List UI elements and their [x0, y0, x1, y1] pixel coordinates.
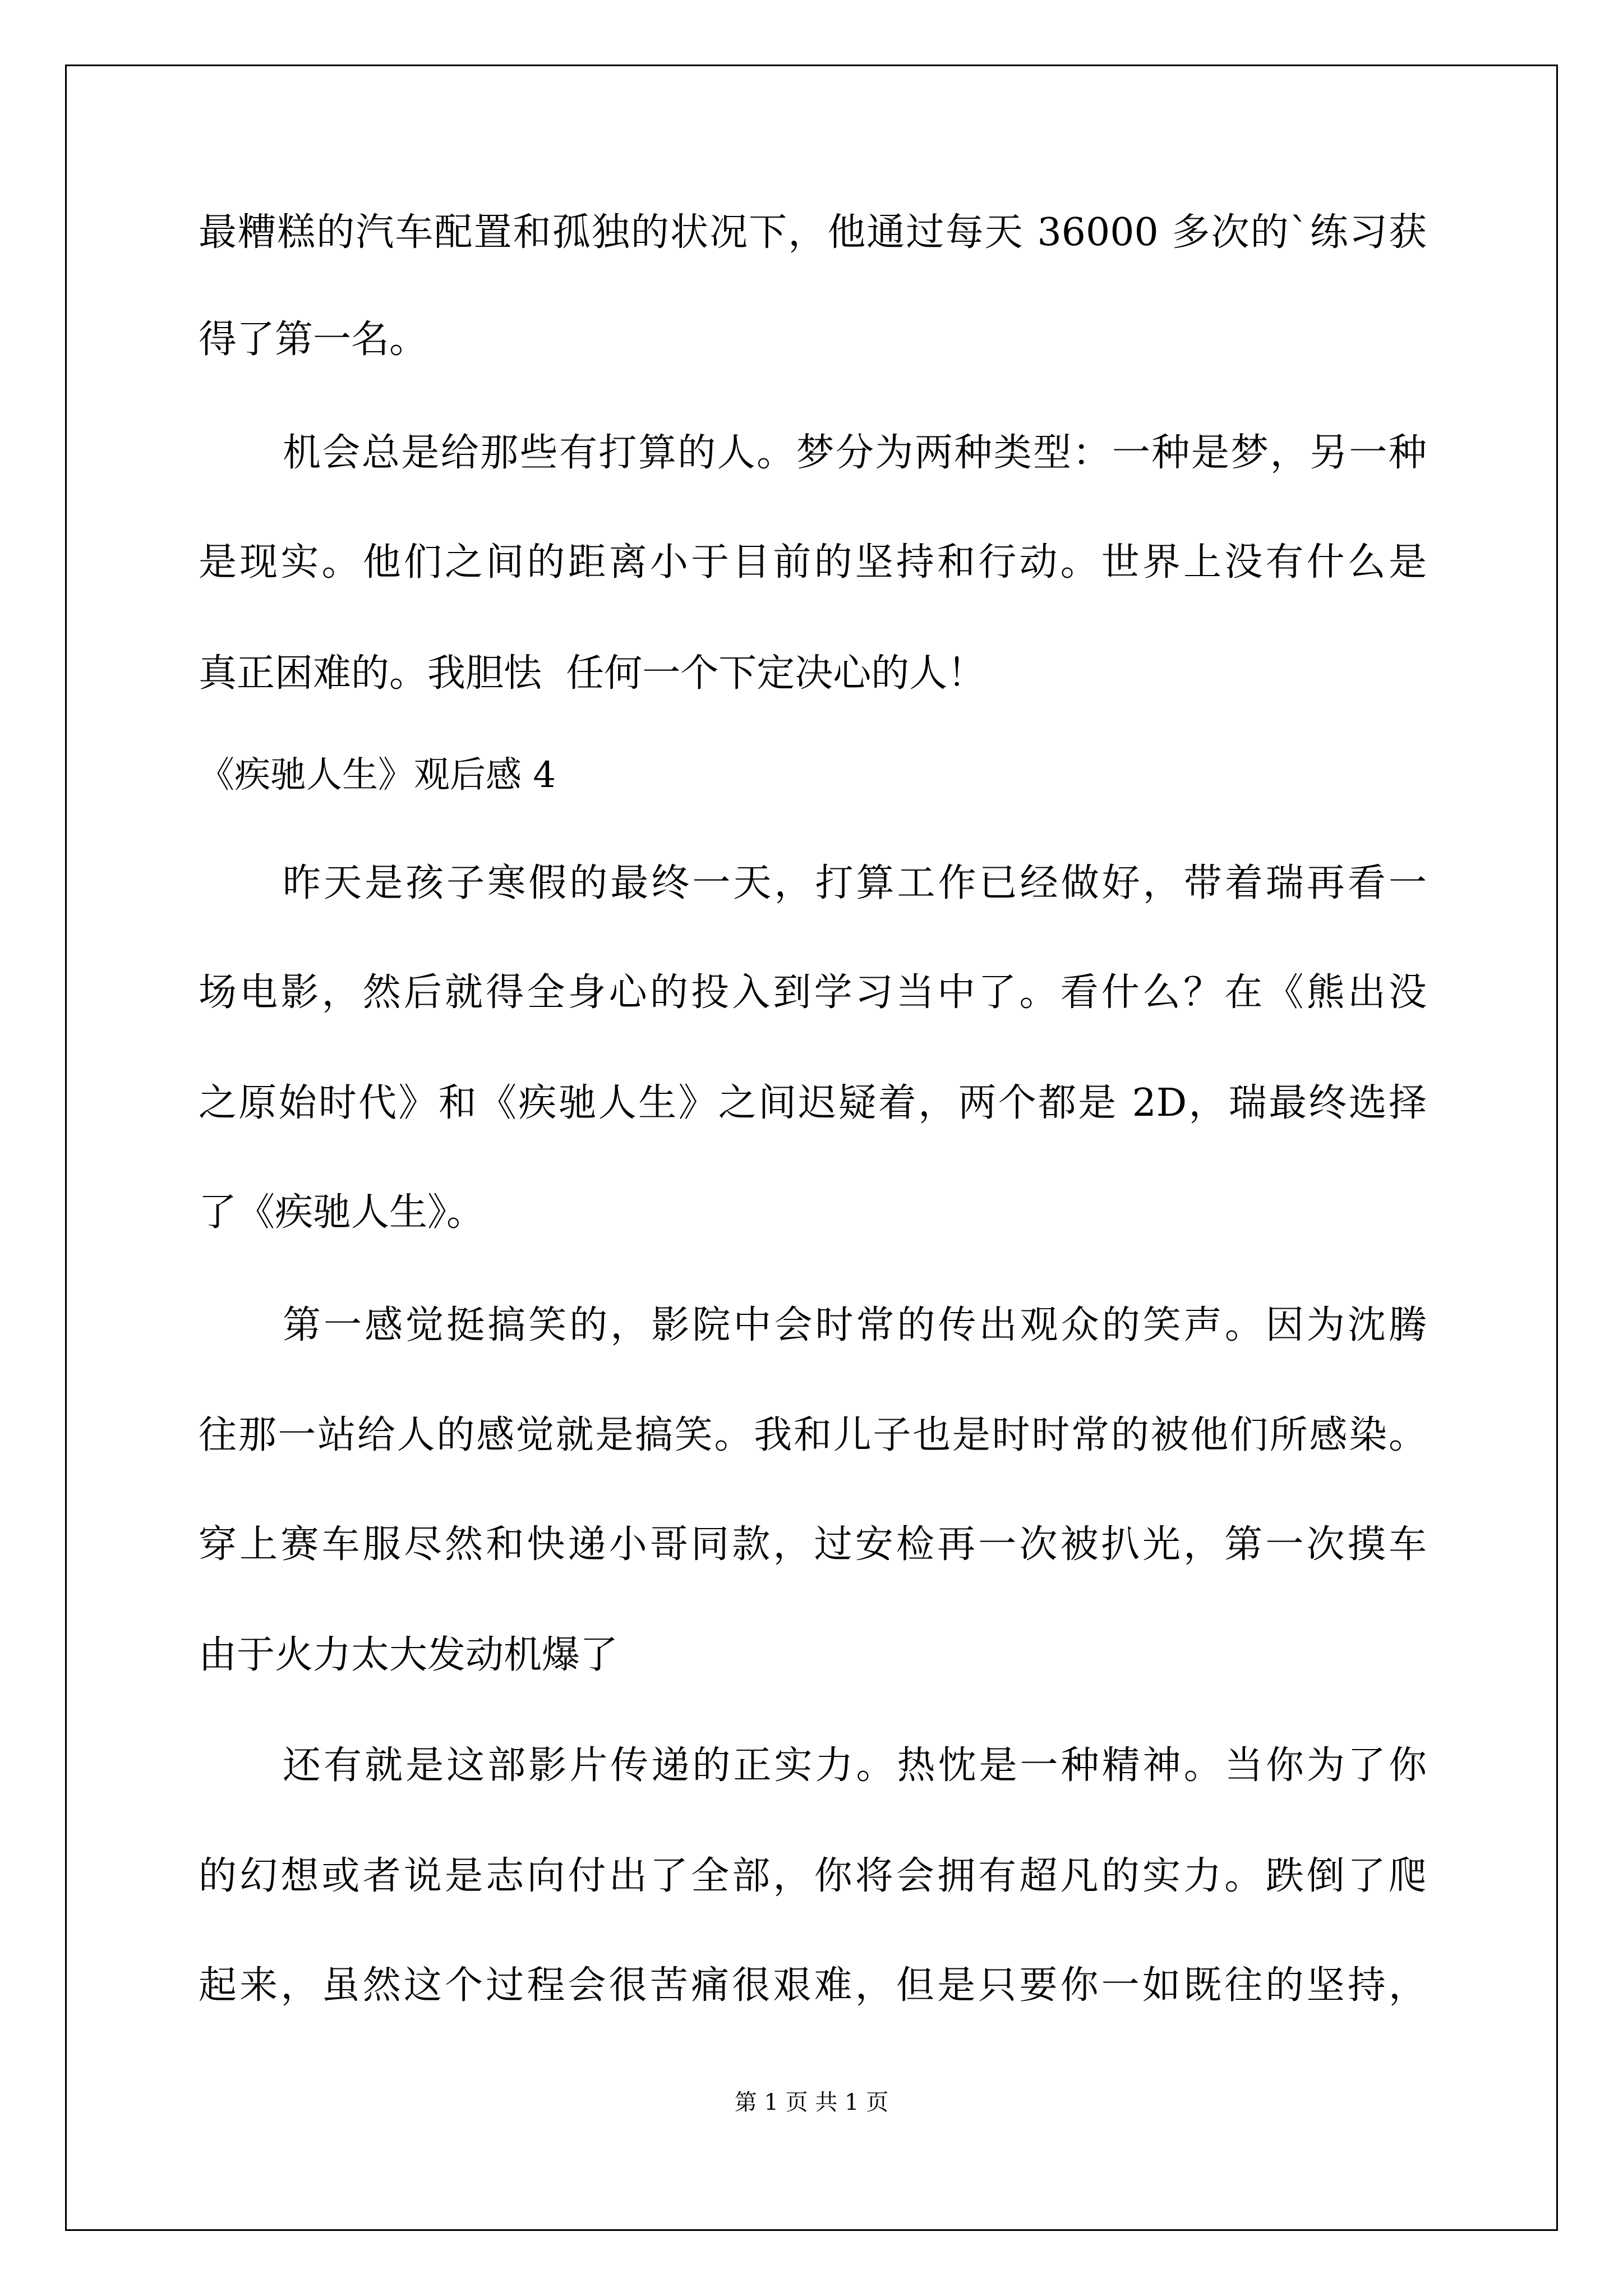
paragraph-3-line-1: 昨天是孩子寒假的最终一天，打算工作已经做好，带着瑞再看一: [283, 861, 1427, 905]
paragraph-1-line-2: 得了第一名。: [199, 318, 428, 362]
paragraph-4-line-4: 由于火力太大发动机爆了: [199, 1633, 619, 1677]
page-number-footer: 第 1 页 共 1 页: [734, 2090, 889, 2115]
paragraph-2-line-3: 真正困难的。我胆怯 任何一个下定决心的人！: [199, 651, 986, 696]
paragraph-2-line-1: 机会总是给那些有打算的人。梦分为两种类型：一种是梦，另一种: [283, 431, 1427, 475]
paragraph-3-line-4: 了《疾驰人生》。: [199, 1190, 485, 1235]
paragraph-5-line-1: 还有就是这部影片传递的正实力。热忱是一种精神。当你为了你: [283, 1743, 1427, 1788]
paragraph-3-line-2: 场电影，然后就得全身心的投入到学习当中了。看什么？在《熊出没: [199, 970, 1427, 1015]
paragraph-5-line-2: 的幻想或者说是志向付出了全部，你将会拥有超凡的实力。跌倒了爬: [199, 1854, 1427, 1898]
paragraph-1-line-1: 最糟糕的汽车配置和孤独的状况下，他通过每天 36000 多次的`练习获: [199, 210, 1427, 255]
section-heading: 《疾驰人生》观后感 4: [199, 754, 556, 796]
page-border: [65, 65, 1558, 2231]
paragraph-4-line-2: 往那一站给人的感觉就是搞笑。我和儿子也是时时常的被他们所感染。: [199, 1413, 1427, 1457]
paragraph-2-line-2: 是现实。他们之间的距离小于目前的坚持和行动。世界上没有什么是: [199, 540, 1427, 585]
paragraph-3-line-3: 之原始时代》和《疾驰人生》之间迟疑着，两个都是 2D，瑞最终选择: [199, 1081, 1427, 1125]
paragraph-4-line-1: 第一感觉挺搞笑的，影院中会时常的传出观众的笑声。因为沈腾: [283, 1303, 1427, 1347]
paragraph-5-line-3: 起来，虽然这个过程会很苦痛很艰难，但是只要你一如既往的坚持，: [199, 1963, 1427, 2008]
paragraph-4-line-3: 穿上赛车服尽然和快递小哥同款，过安检再一次被扒光，第一次摸车: [199, 1522, 1427, 1567]
